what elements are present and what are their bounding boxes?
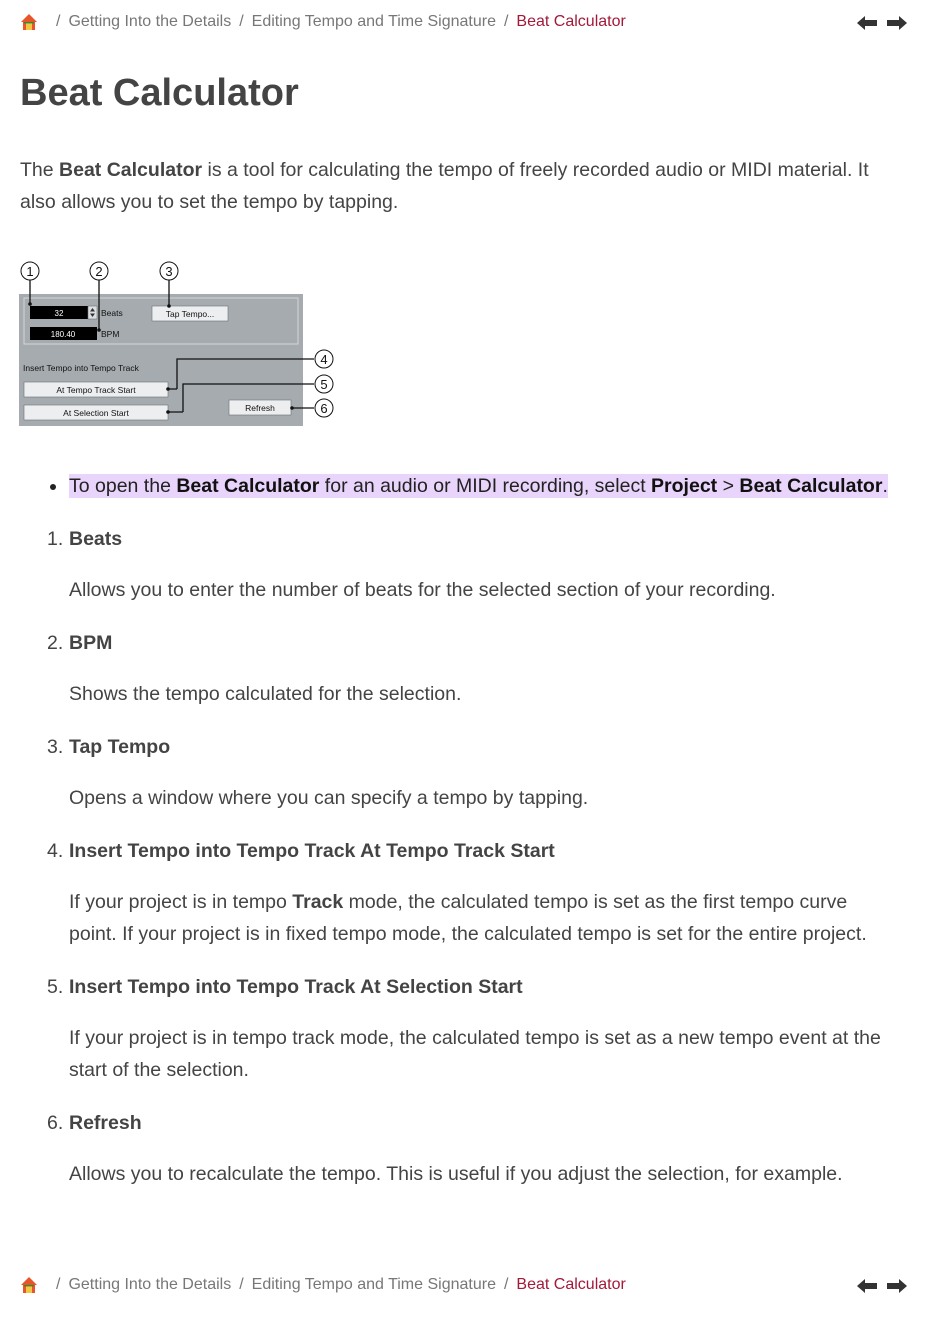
instruction-bold: Project	[651, 475, 718, 497]
instruction-bold: Beat Calculator	[739, 475, 883, 497]
breadcrumb-current: Beat Calculator	[516, 13, 626, 30]
item-number: 2.	[47, 632, 64, 654]
item-description: Allows you to recalculate the tempo. This is useful if you adjust the selection, for example.	[69, 1163, 843, 1185]
at-tempo-track-start-label: At Tempo Track Start	[56, 385, 136, 395]
breadcrumb-link[interactable]: Getting Into the Details	[68, 1276, 232, 1293]
beats-label: Beats	[101, 308, 123, 318]
page-nav	[857, 1279, 907, 1293]
arrow-left-icon[interactable]	[857, 1279, 877, 1293]
page-title: Beat Calculator	[20, 72, 299, 114]
callout-6: 6	[320, 401, 328, 416]
arrow-right-icon[interactable]	[887, 16, 907, 30]
item-description: Opens a window where you can specify a tempo by tapping.	[69, 787, 589, 809]
bpm-value: 180.40	[50, 330, 76, 339]
callout-5: 5	[320, 377, 328, 392]
item-title	[0, 834, 925, 868]
breadcrumb-separator: /	[239, 13, 244, 30]
breadcrumb-separator: /	[56, 13, 61, 30]
insert-tempo-label: Insert Tempo into Tempo Track	[23, 363, 139, 373]
beat-calculator-figure	[18, 258, 348, 428]
page-nav	[857, 16, 907, 30]
instruction-list	[50, 472, 910, 500]
list-item	[0, 522, 925, 606]
arrow-right-icon[interactable]	[887, 1279, 907, 1293]
callout-2: 2	[95, 264, 103, 279]
intro-text: The	[20, 159, 60, 181]
breadcrumb-link[interactable]: Editing Tempo and Time Signature	[251, 1276, 496, 1293]
instruction-bold: Beat Calculator	[176, 475, 320, 497]
instruction-highlight	[69, 474, 888, 498]
item-number: 4.	[47, 840, 64, 862]
callout-1: 1	[26, 264, 34, 279]
callout-3: 3	[165, 264, 173, 279]
beats-value: 32	[54, 309, 64, 318]
instruction-text: for an audio or MIDI recording, select	[319, 475, 652, 497]
item-title	[0, 1106, 925, 1140]
refresh-label: Refresh	[245, 403, 275, 413]
item-description: Shows the tempo calculated for the selection.	[69, 683, 462, 705]
list-item	[0, 730, 925, 814]
list-item	[0, 1106, 925, 1190]
item-title-text: Beats	[69, 528, 123, 550]
item-title-text: Insert Tempo into Tempo Track At Tempo Track Start	[69, 840, 555, 862]
item-description-text: mode, the calculated tempo is set as the first tempo curve point. If your project is in fixed tempo mode, the calculated tempo is set for the entire project.	[69, 891, 867, 945]
item-number: 1.	[47, 528, 64, 550]
item-title	[0, 522, 925, 556]
beats-stepper[interactable]	[88, 306, 97, 319]
item-number: 6.	[47, 1112, 64, 1134]
instruction-item	[50, 472, 910, 500]
intro-paragraph	[20, 154, 900, 218]
arrow-left-icon[interactable]	[857, 16, 877, 30]
home-icon[interactable]	[20, 1276, 38, 1294]
breadcrumb	[20, 1276, 626, 1294]
home-icon[interactable]	[20, 13, 38, 31]
item-title	[0, 626, 925, 660]
item-title	[0, 970, 925, 1004]
list-item	[0, 626, 925, 710]
item-number: 3.	[47, 736, 64, 758]
breadcrumb-separator: /	[56, 1276, 61, 1293]
item-description: Allows you to enter the number of beats for the selected section of your recording.	[69, 579, 776, 601]
item-description: If your project is in tempo track mode, the calculated tempo is set as a new tempo event at the start of the selection.	[69, 1027, 881, 1081]
item-description-bold: Track	[292, 891, 344, 913]
tap-tempo-label: Tap Tempo...	[165, 309, 215, 319]
callout-description-list	[0, 522, 925, 1190]
item-title-text: Refresh	[69, 1112, 142, 1134]
breadcrumb-separator: /	[503, 1276, 509, 1293]
instruction-text: .	[882, 475, 888, 497]
list-item	[0, 970, 925, 1086]
breadcrumb	[20, 13, 626, 31]
item-title	[0, 730, 925, 764]
breadcrumb-bar-top	[20, 10, 915, 34]
breadcrumb-link[interactable]: Editing Tempo and Time Signature	[251, 13, 496, 30]
list-item	[0, 834, 925, 950]
breadcrumb-separator: /	[239, 1276, 244, 1293]
breadcrumb-bar-bottom	[20, 1273, 915, 1297]
at-selection-start-label: At Selection Start	[63, 408, 129, 418]
breadcrumb-separator: /	[503, 13, 509, 30]
item-title-text: Insert Tempo into Tempo Track At Selection Start	[69, 976, 523, 998]
item-number: 5.	[47, 976, 64, 998]
item-title-text: Tap Tempo	[69, 736, 171, 758]
item-description-text: If your project is in tempo	[69, 891, 293, 913]
callout-4: 4	[320, 352, 328, 367]
breadcrumb-link[interactable]: Getting Into the Details	[68, 13, 232, 30]
intro-bold: Beat Calculator	[59, 159, 203, 181]
instruction-text: To open the	[69, 475, 177, 497]
item-description	[0, 886, 899, 950]
breadcrumb-current: Beat Calculator	[516, 1276, 626, 1293]
bpm-label: BPM	[101, 329, 120, 339]
item-title-text: BPM	[69, 632, 113, 654]
intro-text: is a tool for calculating the tempo of freely recorded audio or MIDI material. It also allows you to set the tempo by tapping.	[20, 159, 869, 213]
instruction-text: >	[717, 475, 740, 497]
